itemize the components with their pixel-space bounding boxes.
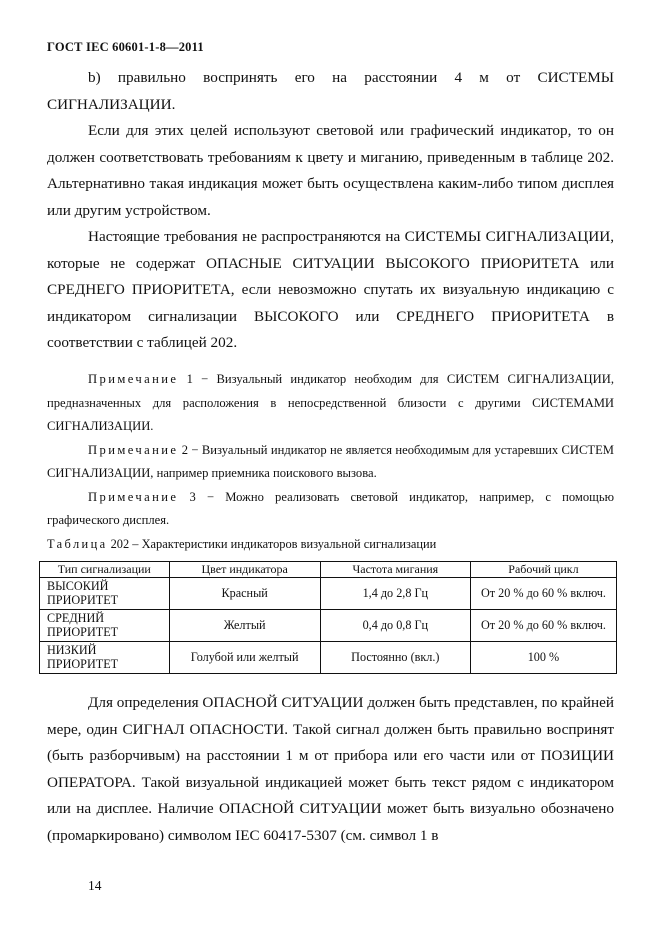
note-text: 1 − Визуальный индикатор необходим для СИСТЕМ СИГНАЛИЗАЦИИ, предназначенных для расположения в непосредственной близости с другими СИСТЕМАМИ СИГНАЛИЗАЦИИ. xyxy=(47,372,614,433)
note-label: Примечание xyxy=(88,442,179,457)
table-header-row xyxy=(40,562,617,578)
header-duty-cycle: Рабочий цикл xyxy=(470,562,616,578)
table-row xyxy=(40,641,617,673)
cell-alarm-type: СРЕДНИЙ ПРИОРИТЕТ xyxy=(40,609,170,641)
paragraph-indicator-requirements: Если для этих целей используют световой или графический индикатор, то он должен соответствовать требованиям к цвету и миганию, приведенным в таблице 202. Альтернативно такая индикация может быть осуществлена каким-либо типом дисплея или другим устройством. xyxy=(47,122,614,219)
cell-duty-cycle: 100 % xyxy=(470,641,616,673)
note-text: 2 − Визуальный индикатор не является необходимым для устаревших СИСТЕМ СИГНАЛИЗАЦИИ, например приемника поискового вызова. xyxy=(47,442,614,480)
cell-duty-cycle: От 20 % до 60 % включ. xyxy=(470,609,616,641)
note-text: 3 − Можно реализовать световой индикатор, например, с помощью графического дисплея. xyxy=(47,489,615,527)
cell-flash-frequency: 0,4 до 0,8 Гц xyxy=(320,609,470,641)
document-header: ГОСТ IEC 60601-1-8—2011 xyxy=(47,40,204,54)
table-caption-label: Таблица xyxy=(47,537,108,551)
cell-alarm-type: НИЗКИЙ ПРИОРИТЕТ xyxy=(40,641,170,673)
header-flash-frequency: Частота мигания xyxy=(320,562,470,578)
indicator-table xyxy=(39,561,617,674)
header-alarm-type: Тип сигнализации xyxy=(40,562,170,578)
note-1 xyxy=(47,368,614,439)
note-3 xyxy=(47,486,614,533)
header-indicator-color: Цвет индикатора xyxy=(169,562,320,578)
cell-flash-frequency: 1,4 до 2,8 Гц xyxy=(320,577,470,609)
table-caption-text: 202 – Характеристики индикаторов визуальной сигнализации xyxy=(110,537,437,551)
table-caption xyxy=(47,537,436,552)
cell-indicator-color: Красный xyxy=(169,577,320,609)
notes-block xyxy=(47,368,614,533)
paragraph-item-b: b) правильно воспринять его на расстоянии 4 м от СИСТЕМЫ СИГНАЛИЗАЦИИ. xyxy=(47,69,614,113)
note-label: Примечание xyxy=(88,489,179,504)
page-number: 14 xyxy=(88,878,102,893)
cell-duty-cycle: От 20 % до 60 % включ. xyxy=(470,577,616,609)
cell-flash-frequency: Постоянно (вкл.) xyxy=(320,641,470,673)
cell-alarm-type: ВЫСОКИЙ ПРИОРИТЕТ xyxy=(40,577,170,609)
note-2 xyxy=(47,439,614,486)
paragraph-exemptions: Настоящие требования не распространяются на СИСТЕМЫ СИГНАЛИЗАЦИИ, которые не содержат ОПАСНЫЕ СИТУАЦИИ ВЫСОКОГО ПРИОРИТЕТА или СРЕДНЕГО ПРИОРИТЕТА, если невозможно спутать их визуальную индикацию с индикатором сигнализации ВЫСОКОГО или СРЕДНЕГО ПРИОРИТЕТА в соответствии с таблицей 202. xyxy=(47,228,614,351)
note-label: Примечание xyxy=(88,372,179,386)
top-text-block xyxy=(47,65,614,357)
table-row xyxy=(40,609,617,641)
table-row xyxy=(40,577,617,609)
paragraph-hazard-signal: Для определения ОПАСНОЙ СИТУАЦИИ должен быть представлен, по крайней мере, один СИГНАЛ ОПАСНОСТИ. Такой сигнал должен быть правильно воспринят (быть разборчивым) на расстоянии 1 м от прибора или его части или от ПОЗИЦИИ ОПЕРАТОРА. Такой визуальной индикацией может быть текст рядом с индикатором или на дисплее. Наличие ОПАСНОЙ СИТУАЦИИ может быть визуально обозначено (промаркировано) символом IEC 60417-5307 (см. символ 1 в xyxy=(47,694,614,844)
bottom-text-block xyxy=(47,690,614,849)
cell-indicator-color: Желтый xyxy=(169,609,320,641)
cell-indicator-color: Голубой или желтый xyxy=(169,641,320,673)
